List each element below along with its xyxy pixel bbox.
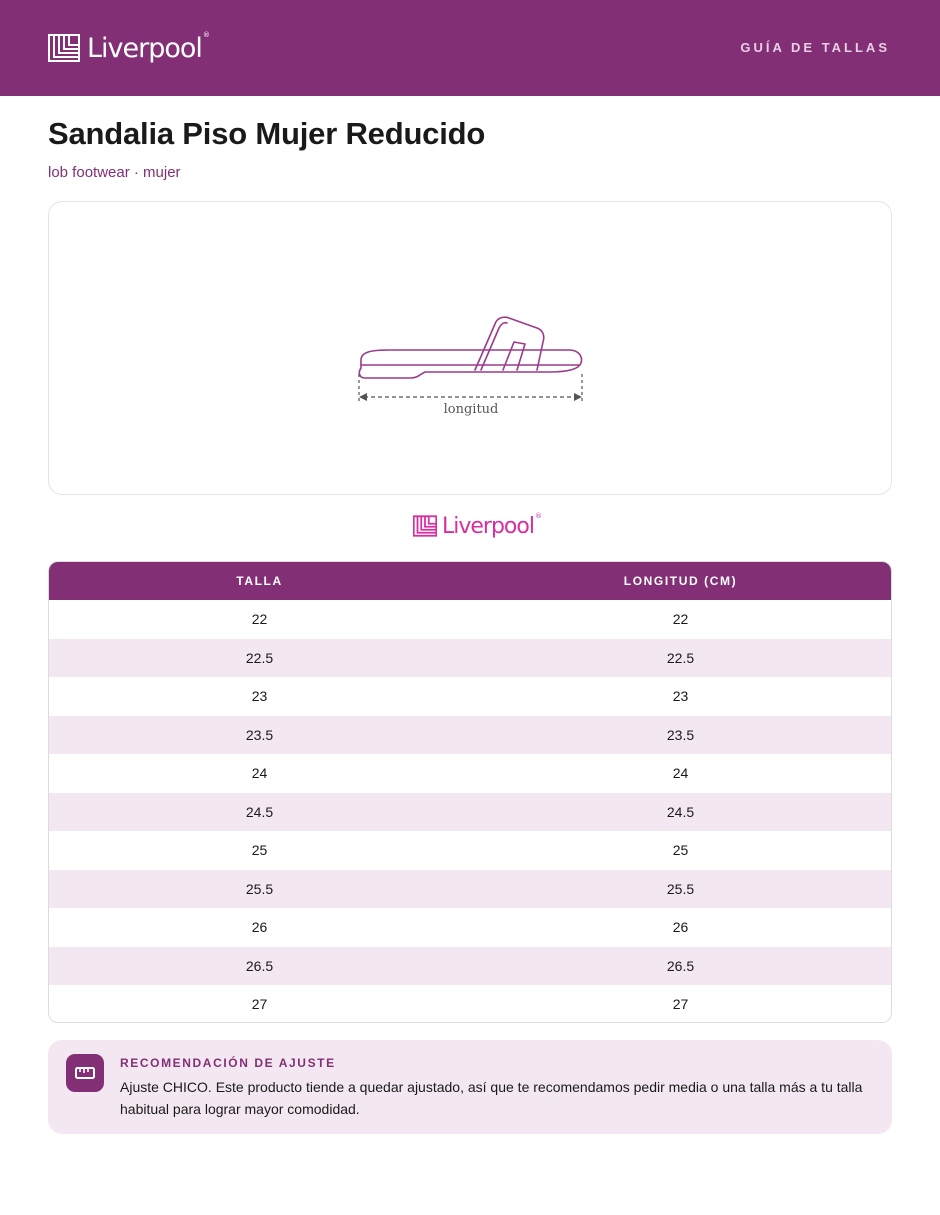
length-cell: 27 — [672, 996, 689, 1012]
length-cell: 22 — [672, 611, 689, 627]
length-cell: 24.5 — [666, 803, 695, 820]
size-cell: 23.5 — [245, 726, 274, 743]
length-cell: 25 — [672, 842, 689, 858]
table-row — [49, 600, 891, 639]
fit-description: Ajuste CHICO. Este producto tiende a quedar ajustado, así que te recomendamos pedir media o una talla más a tu talla habitual para lograr mayor comodidad. — [120, 1079, 863, 1117]
size-table-header — [49, 562, 891, 600]
size-cell: 26.5 — [245, 957, 274, 974]
table-row — [49, 985, 891, 1023]
size-cell: 25 — [251, 842, 268, 858]
length-cell: 25.5 — [666, 880, 695, 897]
liverpool-logo-icon — [48, 34, 80, 62]
liverpool-brand-icon — [413, 515, 437, 537]
table-row — [49, 754, 891, 793]
table-row — [49, 716, 891, 755]
table-row — [49, 639, 891, 678]
size-cell: 24.5 — [245, 803, 274, 820]
product-subtitle: lob footwear · mujer — [48, 164, 181, 181]
fit-recommendation — [48, 1040, 892, 1134]
size-guide-link[interactable]: GUÍA DE TALLAS — [740, 40, 890, 55]
size-cell: 22.5 — [245, 649, 274, 666]
size-cell: 24 — [251, 765, 268, 781]
measure-diagram-card — [48, 201, 892, 495]
table-row — [49, 677, 891, 716]
logo-wordmark: Liverpool® — [87, 30, 209, 64]
size-cell: 22 — [251, 611, 268, 627]
length-cell: 26.5 — [666, 957, 695, 974]
length-cell: 23.5 — [666, 726, 695, 743]
page-header — [0, 0, 940, 96]
brand-wordmark: Liverpool® — [442, 511, 541, 539]
size-cell: 26 — [251, 919, 268, 935]
table-row — [49, 793, 891, 832]
product-title: Sandalia Piso Mujer Reducido — [48, 116, 486, 151]
liverpool-logo[interactable] — [48, 30, 209, 66]
ruler-icon — [66, 1054, 104, 1092]
length-cell: 26 — [672, 919, 689, 935]
length-cell: 22.5 — [666, 649, 695, 666]
table-row — [49, 870, 891, 909]
table-row — [49, 947, 891, 986]
length-cell: 24 — [672, 765, 689, 781]
size-cell: 27 — [251, 996, 268, 1012]
length-measure-label: longitud — [443, 402, 499, 417]
size-table — [48, 561, 892, 1023]
sandal-outline-icon — [49, 202, 893, 496]
size-cell: 25.5 — [245, 880, 274, 897]
size-cell: 23 — [251, 688, 268, 704]
table-row — [49, 831, 891, 870]
column-header-size: TALLA — [236, 574, 283, 588]
column-header-length: LONGITUD (CM) — [623, 574, 738, 588]
liverpool-brand-mark — [413, 512, 541, 540]
fit-heading: RECOMENDACIÓN DE AJUSTE — [120, 1056, 336, 1070]
table-row — [49, 908, 891, 947]
length-cell: 23 — [672, 688, 689, 704]
size-table-body — [49, 600, 891, 1023]
ruler-icon-container — [66, 1054, 104, 1092]
